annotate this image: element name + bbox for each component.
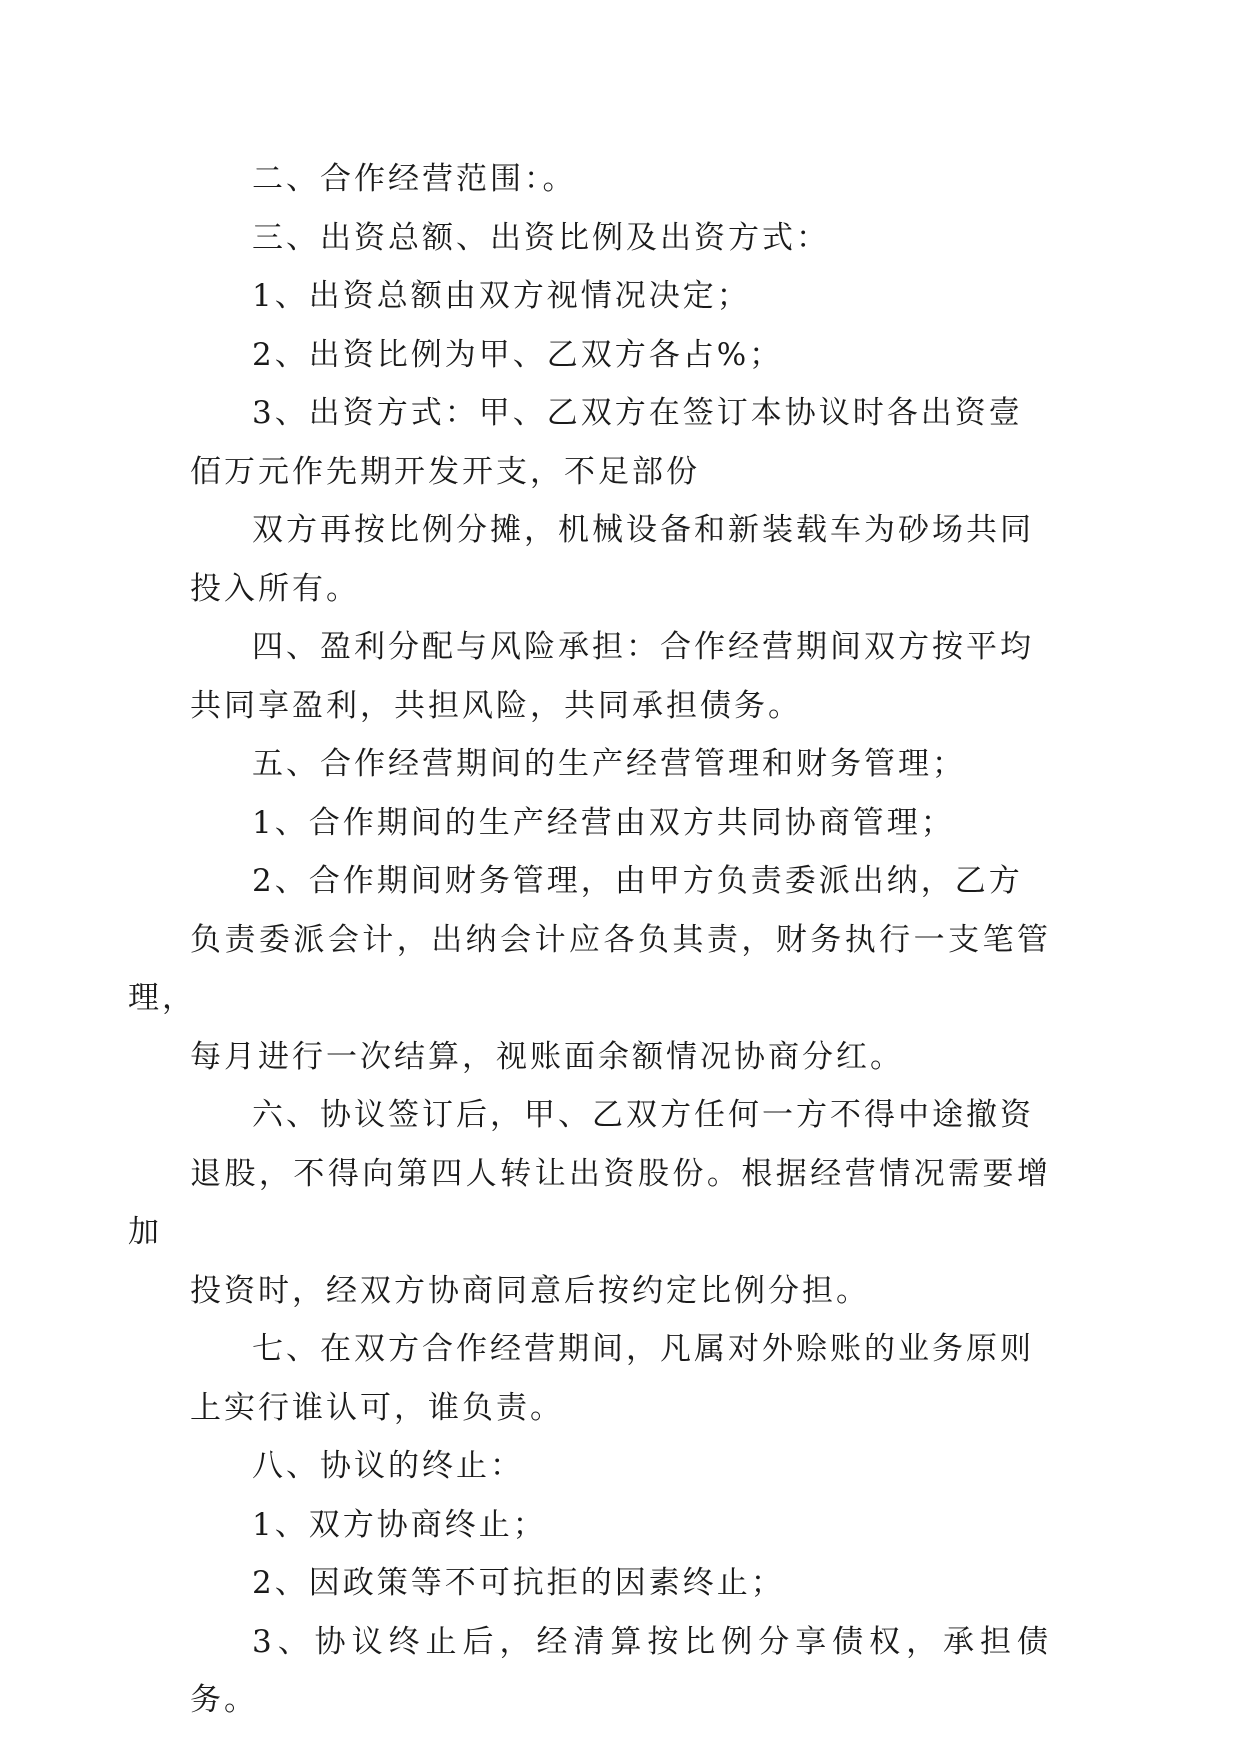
text-line: 三、出资总额、出资比例及出资方式： (252, 219, 830, 256)
paragraph-termination-force (190, 1554, 1051, 1613)
paragraph-management-heading (190, 735, 1051, 794)
paragraph-cost-sharing (190, 501, 1051, 618)
text-line: 二、合作经营范围：。 (252, 161, 577, 197)
text-line: 3、协议终止后，经清算按比例分享债权，承担债务。 (190, 1623, 1051, 1718)
text-line: 投入所有。 (190, 570, 360, 607)
text-line: 上实行谁认可，谁负责。 (190, 1389, 564, 1426)
paragraph-profit-risk (190, 618, 1051, 735)
paragraph-termination-mutual (190, 1496, 1051, 1555)
text-line: 佰万元作先期开发开支，不足部份 (190, 453, 700, 490)
text-line: 每月进行一次结算，视账面余额情况协商分红。 (190, 1038, 904, 1075)
text-line: 负责委派会计，出纳会计应各负其责，财务执行一支笔管理， (128, 921, 1051, 1016)
paragraph-credit (190, 1320, 1051, 1437)
text-line: 1、双方协商终止； (252, 1506, 547, 1543)
text-line: 七、在双方合作经营期间，凡属对外赊账的业务原则 (252, 1331, 1034, 1367)
paragraph-capital-total (190, 267, 1051, 326)
text-line: 2、因政策等不可抗拒的因素终止； (252, 1565, 785, 1601)
paragraph-capital-method (190, 384, 1051, 501)
text-line: 3、出资方式：甲、乙双方在签订本协议时各出资壹 (252, 395, 1023, 431)
text-line: 2、合作期间财务管理，由甲方负责委派出纳，乙方 (252, 863, 1023, 899)
paragraph-termination-settlement (190, 1613, 1051, 1730)
text-line: 1、合作期间的生产经营由双方共同协商管理； (252, 804, 955, 841)
text-line: 2、出资比例为甲、乙双方各占%； (252, 336, 784, 373)
text-line: 共同享盈利，共担风险，共同承担债务。 (190, 687, 802, 724)
text-line: 六、协议签订后，甲、乙双方任何一方不得中途撤资 (252, 1097, 1034, 1133)
text-line: 五、合作经营期间的生产经营管理和财务管理； (252, 746, 966, 782)
paragraph-finance (128, 852, 1051, 1086)
text-line: 四、盈利分配与风险承担：合作经营期间双方按平均 (252, 629, 1034, 665)
text-line: 八、协议的终止： (252, 1448, 524, 1484)
paragraph-scope (190, 150, 1051, 209)
text-line: 双方再按比例分摊，机械设备和新装载车为砂场共同 (252, 512, 1034, 548)
text-line: 投资时，经双方协商同意后按约定比例分担。 (190, 1272, 870, 1309)
paragraph-capital-ratio (190, 326, 1051, 385)
text-line: 1、出资总额由双方视情况决定； (252, 278, 751, 314)
paragraph-capital-heading (190, 209, 1051, 268)
paragraph-operations (190, 794, 1051, 853)
paragraph-termination-heading (190, 1437, 1051, 1496)
paragraph-withdrawal (128, 1086, 1051, 1320)
text-line: 退股，不得向第四人转让出资股份。根据经营情况需要增加 (128, 1155, 1051, 1250)
